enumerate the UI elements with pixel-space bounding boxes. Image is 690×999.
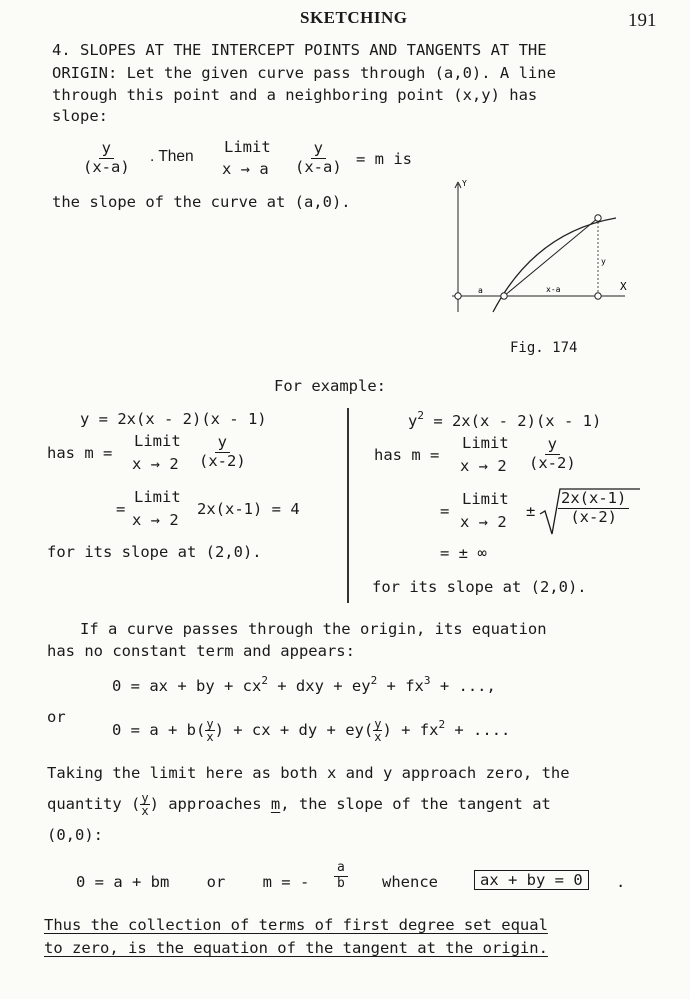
right-fraction-num: y [545,436,560,455]
right-eq-rest: = 2x(x - 2)(x - 1) [433,412,602,430]
yx3-den: x [141,804,149,818]
quantity-part-c: , the slope of the tangent at [280,795,551,813]
a-over-b [334,861,348,892]
label-y: y [601,257,606,266]
left-result: 2x(x-1) = 4 [197,500,300,518]
right-conclusion: for its slope at (2,0). [372,578,587,596]
conclusion-line-2: to zero, is the equation of the tangent at the origin. [44,939,548,957]
for-example-heading: For example: [274,377,386,395]
eq1-part-b: + dxy + ey [267,677,371,695]
quantity-part-b: ) approaches [149,795,271,813]
eq2-part-a: 0 = a + b( [112,721,206,739]
y-over-x-1 [205,718,214,743]
conclusion-line-1: Thus the collection of terms of first degree set equal [44,916,548,934]
limit-subscript: x → a [222,160,269,178]
right-fraction-den: (x-2) [529,453,576,472]
limit-sentence: Taking the limit here as both x and y approach zero, the [47,764,570,782]
slope-denominator: (x-a) [83,157,130,176]
final-period: . [616,873,626,891]
yx1-num: y [206,717,214,731]
sqrt-numerator: 2x(x-1) [558,490,629,509]
page-number: 191 [628,10,657,31]
right-plus-minus: ± [526,502,536,520]
right-equals: = [440,502,450,520]
right-equation [408,409,602,430]
origin-point [455,293,461,299]
limit-fraction [292,140,345,177]
eq2-part-d: + .... [445,721,511,739]
or-word: or [47,708,66,726]
m-underlined: m [270,795,281,813]
eq1-part-a: 0 = ax + by + cx [112,677,262,695]
origin-line-1: If a curve passes through the origin, its equation [80,620,547,638]
intro-line-4: slope: [52,107,108,125]
left-equals: = [116,500,126,518]
label-x-minus-a: x-a [546,285,561,294]
left-fraction [196,434,249,471]
right-limit2-sub: x → 2 [460,513,507,531]
tangent-derivation: 0 = a + bm or m = - [76,873,310,891]
eq1-part-d: + ..., [430,677,496,695]
left-equation: y = 2x(x - 2)(x - 1) [80,410,267,428]
left-conclusion: for its slope at (2,0). [47,543,262,561]
quantity-sentence [47,792,551,817]
eq2-exp: 2 [438,718,446,731]
left-limit-word: Limit [134,432,181,450]
left-has-m: has m = [47,444,113,462]
figure-174 [440,172,640,322]
eq1-exp3: 3 [423,674,431,687]
left-fraction-den: (x-2) [199,451,246,470]
slope-definition: the slope of the curve at (a,0). [52,193,351,211]
intro-line-2: ORIGIN: Let the given curve pass through (a,0). A line [52,64,556,82]
limit-word: Limit [224,138,271,156]
page-title: SKETCHING [300,8,408,27]
eq2-part-c: ) + fx [382,721,439,739]
general-equation [112,674,496,695]
left-limit-sub: x → 2 [132,455,179,473]
right-limit-sub: x → 2 [460,457,507,475]
y-over-x-3 [140,792,149,817]
whence-word: whence [382,873,438,891]
limit-denominator: (x-a) [295,157,342,176]
a-over-b-den: b [337,875,345,891]
label-x-axis: X [620,280,627,293]
eq2-part-b: ) + cx + dy + ey( [214,721,374,739]
right-fraction [526,436,579,473]
figure-caption: Fig. 174 [510,340,578,356]
quantity-part-a: quantity ( [47,795,141,813]
left-fraction-num: y [215,434,230,453]
sqrt-denominator: (x-2) [570,507,617,526]
right-limit2-word: Limit [462,490,509,508]
point-xy [595,215,601,221]
point-a [501,293,507,299]
label-y-axis: Y [462,179,467,188]
column-divider [347,408,349,603]
left-limit2-sub: x → 2 [132,511,179,529]
yx2-den: x [374,730,382,744]
slope-fraction [80,140,133,177]
eq1-exp1: 2 [261,674,268,687]
sqrt-fraction [558,490,629,527]
intro-line-1: 4. SLOPES AT THE INTERCEPT POINTS AND TANGENTS AT THE [52,41,547,59]
yx2-num: y [374,717,382,731]
right-has-m: has m = [374,446,440,464]
eq1-part-c: + fx [377,677,424,695]
tangent-equation-boxed: ax + by = 0 [474,870,589,890]
slope-numerator: y [99,140,114,159]
label-a: a [478,286,483,295]
then-text: . Then [150,148,194,165]
origin-line-2: has no constant term and appears: [47,642,355,660]
a-over-b-num: a [334,861,348,877]
right-limit-word: Limit [462,434,509,452]
right-result: = ± ∞ [440,544,487,562]
eq1-exp2: 2 [370,674,378,687]
divided-equation [112,718,510,743]
left-limit2-word: Limit [134,488,181,506]
yx3-num: y [141,791,149,805]
limit-numerator: y [311,140,326,159]
right-eq-exp: 2 [417,409,424,422]
right-eq-y: y [408,412,418,430]
equals-m-is: = m is [356,150,412,168]
intro-line-3: through this point and a neighboring point (x,y) has [52,86,538,104]
yx1-den: x [206,730,214,744]
origin-point-label: (0,0): [47,826,103,844]
point-x [595,293,601,299]
